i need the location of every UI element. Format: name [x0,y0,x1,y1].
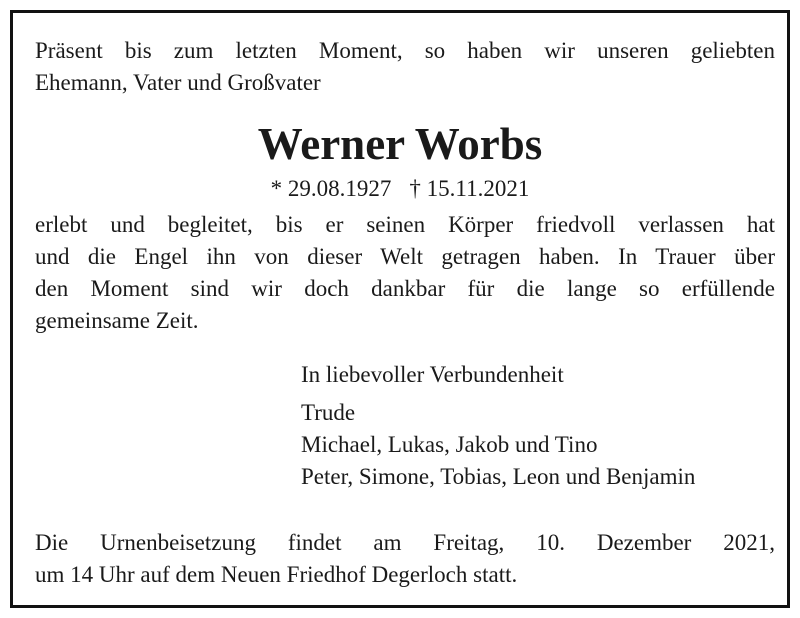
family-member-line-2: Michael, Lukas, Jakob und Tino [301,432,598,457]
body-line-3: den Moment sind wir doch dankbar für die lange so erfüllende [35,276,775,301]
funeral-line-1: Die Urnenbeisetzung findet am Freitag, 10. Dezember 2021, [35,530,775,555]
body-line-1: erlebt und begleitet, bis er seinen Körper friedvoll verlassen hat [35,212,775,237]
death-date: † 15.11.2021 [409,176,530,201]
life-dates [13,173,787,205]
family-member-line-1: Trude [301,400,356,425]
intro-line-1: Präsent bis zum letzten Moment, so haben wir unseren geliebten [35,38,775,63]
intro-line-2: Ehemann, Vater und Großvater [35,70,321,95]
body-line-2: und die Engel ihn von dieser Welt getragen haben. In Trauer über [35,244,775,269]
body-line-4: gemeinsame Zeit. [35,308,199,333]
family-member-line-3: Peter, Simone, Tobias, Leon und Benjamin [301,464,696,489]
birth-date: * 29.08.1927 [270,176,392,201]
deceased-name: Werner Worbs [257,119,543,169]
closing-phrase: In liebevoller Verbundenheit [301,362,564,387]
funeral-line-2: um 14 Uhr auf dem Neuen Friedhof Degerloch statt. [35,562,518,587]
obituary-notice [10,10,790,608]
